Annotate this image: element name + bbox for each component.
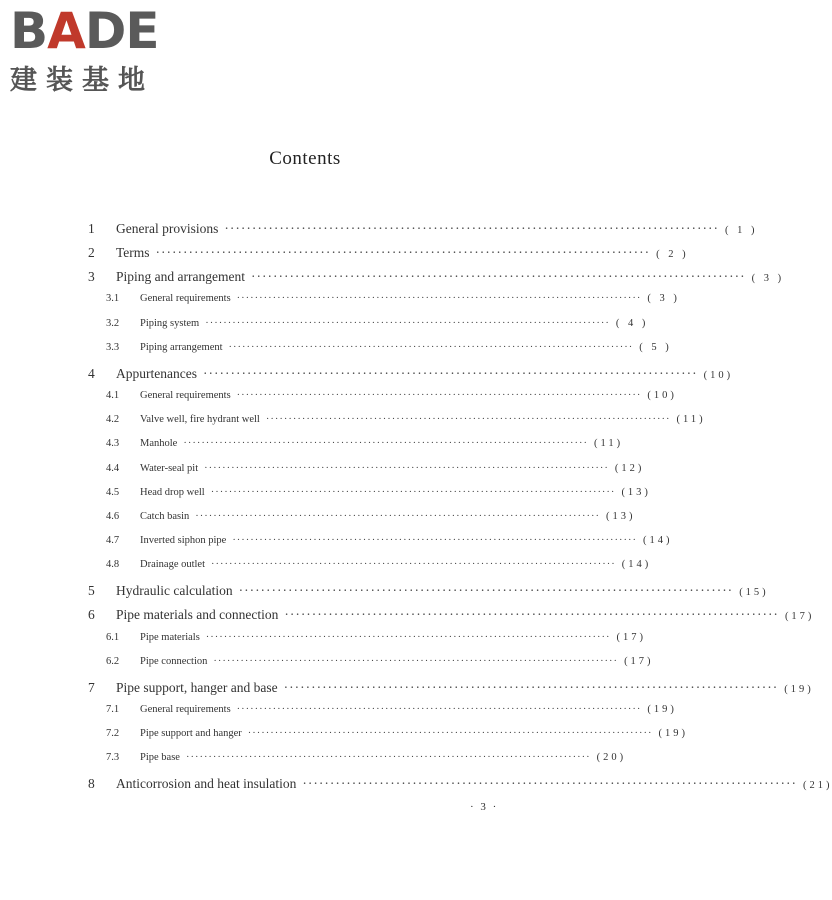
toc-entry[interactable] (88, 534, 673, 546)
dot-leader: ·························································································· (205, 317, 610, 329)
toc-entry-number: 4.6 (106, 510, 120, 522)
toc-entry-number: 3.1 (106, 293, 120, 305)
toc-entry[interactable] (88, 414, 706, 426)
toc-entry-label: General requirements (140, 704, 231, 715)
dot-leader: ·························································································· (213, 655, 619, 667)
toc-entry-page: (17) (616, 631, 646, 643)
toc-entry-page: ( 5 ) (639, 341, 672, 353)
toc-entry-number: 5 (88, 583, 95, 599)
toc-entry-page: ( 3 ) (647, 293, 680, 305)
toc-entry-label: Hydraulic calculation (116, 583, 233, 599)
toc-entry-number: 4 (88, 365, 95, 381)
toc-entry-page: (14) (621, 559, 652, 571)
dot-leader: ·························································································· (228, 341, 634, 353)
toc-entry-label: Inverted siphon pipe (140, 534, 227, 546)
toc-entry-label: Pipe support, hanger and base (116, 679, 278, 695)
toc-entry-page: (17) (784, 611, 815, 623)
toc-entry-page: (15) (739, 587, 769, 599)
toc-entry-number: 6.2 (106, 655, 120, 667)
toc-entry[interactable] (88, 510, 636, 522)
toc-entry-page: (20) (596, 752, 627, 764)
dot-leader: ·························································································· (204, 462, 609, 474)
toc-entry-number: 3 (88, 269, 95, 285)
toc-entry-number: 6 (88, 607, 95, 623)
toc-entry-page: ( 4 ) (615, 317, 649, 329)
toc-entry[interactable] (88, 293, 680, 305)
logo-wordmark: BADE (10, 2, 159, 60)
toc-entry-number: 7.1 (106, 704, 120, 715)
toc-entry-label: Pipe support and hanger (140, 728, 242, 740)
toc-entry[interactable] (88, 438, 624, 450)
toc-entry-page: (19) (647, 704, 677, 715)
toc-entry[interactable] (88, 631, 646, 643)
toc-entry-label: Head drop well (140, 486, 205, 498)
toc-entry[interactable] (88, 679, 814, 696)
toc-entry-page: (13) (621, 486, 651, 498)
toc-entry[interactable] (88, 317, 649, 329)
toc-entry-page: (13) (605, 510, 636, 522)
toc-entry-label: Pipe base (140, 752, 180, 764)
toc-entry-page: (19) (784, 683, 814, 695)
toc-entry[interactable] (88, 245, 689, 261)
toc-entry-number: 3.3 (106, 341, 120, 353)
toc-entry-page: (11) (594, 438, 624, 450)
toc-entry[interactable] (88, 390, 677, 402)
toc-entry[interactable] (88, 221, 758, 237)
toc-entry-page: (17) (624, 655, 654, 667)
dot-leader: ·························································································· (236, 390, 642, 402)
dot-leader: ·························································································· (202, 365, 698, 381)
dot-leader: ·························································································· (236, 293, 642, 305)
dot-leader: ·························································································· (302, 776, 797, 792)
dot-leader: ·························································································· (250, 269, 746, 285)
dot-leader: ·························································································· (265, 414, 671, 426)
toc-entry-page: (10) (647, 390, 677, 402)
toc-entry[interactable] (88, 341, 672, 353)
page-number: · 3 · (470, 801, 499, 813)
toc-entry-label: Piping arrangement (140, 341, 223, 353)
toc-entry-label: Piping and arrangement (116, 269, 245, 285)
toc-entry-label: Manhole (140, 438, 178, 450)
toc-entry-label: Valve well, fire hydrant well (140, 414, 260, 426)
toc-entry[interactable] (88, 365, 734, 382)
toc-entry-label: Terms (116, 245, 150, 261)
toc-entry-number: 3.2 (106, 317, 120, 329)
toc-entry-number: 6.1 (106, 631, 120, 643)
toc-entry[interactable] (88, 559, 652, 571)
toc-entry-number: 7 (88, 679, 95, 695)
toc-entry-number: 4.4 (106, 462, 120, 474)
toc-entry-number: 8 (88, 776, 95, 792)
toc-entry-label: Catch basin (140, 510, 190, 522)
toc-entry-page: ( 1 ) (724, 225, 758, 236)
toc-entry-label: General requirements (140, 293, 231, 305)
toc-entry-number: 4.2 (106, 414, 120, 426)
toc-entry-label: Piping system (140, 317, 200, 329)
toc-entry-page: ( 2 ) (656, 249, 689, 261)
toc-entry[interactable] (88, 728, 688, 740)
toc-entry-number: 2 (88, 245, 95, 261)
toc-entry-number: 4.1 (106, 390, 120, 402)
dot-leader: ·························································································· (283, 679, 779, 695)
toc-entry-label: Pipe materials and connection (116, 607, 279, 623)
toc-entry[interactable] (88, 607, 815, 623)
dot-leader: ·························································································· (236, 704, 642, 715)
toc-entry-label: General requirements (140, 390, 231, 402)
dot-leader: ·························································································· (211, 559, 616, 571)
toc-entry[interactable] (88, 704, 677, 715)
dot-leader: ·························································································· (185, 752, 591, 764)
toc-entry-page: (19) (658, 728, 688, 740)
toc-entry[interactable] (88, 269, 785, 285)
dot-leader: ·························································································· (183, 438, 589, 450)
toc-entry-number: 1 (88, 221, 95, 236)
toc-entry-number: 7.2 (106, 728, 120, 740)
dot-leader: ·························································································· (210, 486, 616, 498)
toc-entry-label: Anticorrosion and heat insulation (116, 776, 297, 792)
toc-entry-label: General provisions (116, 221, 219, 236)
toc-entry-number: 4.7 (106, 534, 120, 546)
toc-entry-page: (11) (676, 414, 706, 426)
toc-entry[interactable] (88, 583, 769, 599)
toc-entry-label: Drainage outlet (140, 559, 206, 571)
toc-entry-page: (10) (703, 369, 734, 381)
toc-entry-number: 7.3 (106, 752, 120, 764)
page-title: Contents (269, 148, 341, 169)
toc-entry-label: Pipe materials (140, 631, 200, 643)
dot-leader: ·························································································· (195, 510, 600, 522)
logo-subtitle: 建装基地 (10, 65, 154, 96)
toc-entry[interactable] (88, 486, 651, 498)
toc-entry[interactable] (88, 752, 627, 764)
toc-entry-page: (14) (643, 534, 673, 546)
toc-entry-label: Appurtenances (116, 365, 197, 381)
toc-entry-number: 4.3 (106, 438, 120, 450)
dot-leader: ·························································································· (232, 534, 638, 546)
toc-entry[interactable] (88, 776, 832, 792)
toc-entry-number: 4.8 (106, 559, 120, 571)
toc-entry-number: 4.5 (106, 486, 120, 498)
toc-entry-label: Water-seal pit (140, 462, 199, 474)
toc-entry-label: Pipe connection (140, 655, 208, 667)
dot-leader: ·························································································· (224, 221, 719, 236)
toc-entry[interactable] (88, 655, 654, 667)
dot-leader: ·························································································· (205, 631, 611, 643)
toc-entry[interactable] (88, 462, 645, 474)
toc-entry-page: ( 3 ) (751, 273, 785, 285)
toc-entry-page: (12) (614, 462, 645, 474)
dot-leader: ·························································································· (284, 607, 779, 623)
toc-entry-page: (21) (802, 780, 832, 792)
dot-leader: ·························································································· (238, 583, 734, 599)
dot-leader: ·························································································· (155, 245, 651, 261)
bade-logo (10, 2, 180, 97)
dot-leader: ·························································································· (247, 728, 653, 740)
